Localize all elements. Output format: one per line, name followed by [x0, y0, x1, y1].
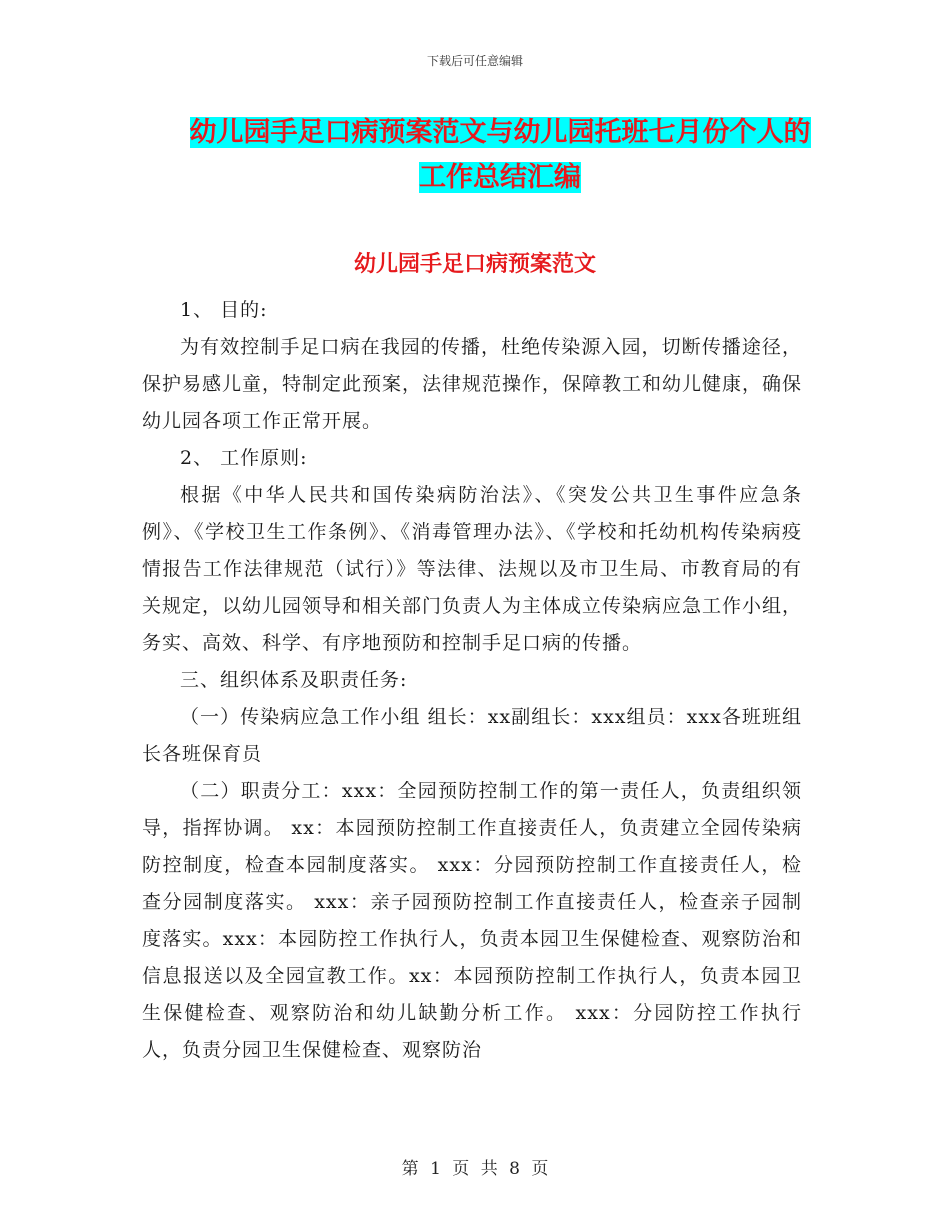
body-text	[142, 292, 802, 1069]
section-title: 幼儿园手足口病预案范文	[353, 252, 596, 277]
paragraph-organization-heading: 三、组织体系及职责任务:	[180, 669, 408, 691]
paragraph-purpose: 为有效控制手足口病在我园的传播，杜绝传染源入园，切断传播途径，保护易感儿童，特制定此预案，法律规范操作，保障教工和幼儿健康，确保幼儿园各项工作正常开展。	[142, 336, 803, 432]
document-title-line1: 幼儿园手足口病预案范文与幼儿园托班七月份个人的	[189, 117, 811, 148]
header-note: 下载后可任意编辑	[426, 54, 523, 68]
paragraph-duties: （二）职责分工：xxx：全园预防控制工作的第一责任人，负责组织领导，指挥协调。 xx：本园预防控制工作直接责任人，负责建立全园传染病防控制度，检查本园制度落实。 xxx：分园预防控制工作直接责任人，检查分园制度落实。 xxx：亲子园预防控制工作直接责任人，检查亲子园制度落实。xxx：本园防控工作执行人，负责本园卫生保健检查、观察防治和信息报送以及全园宣教工作。xx：本园预防控制工作执行人，负责本园卫生保健检查、观察防治和幼儿缺勤分析工作。 xxx：分园防控工作执行人，负责分园卫生保健检查、观察防治	[142, 780, 802, 1061]
paragraph-principle: 根据《中华人民共和国传染病防治法》、《突发公共卫生事件应急条例》、《学校卫生工作条例》、《消毒管理办法》、《学校和托幼机构传染病疫情报告工作法律规范（试行）》等法律、法规以及市卫生局、市教育局的有关规定，以幼儿园领导和相关部门负责人为主体成立传染病应急工作小组，务实、高效、科学、有序地预防和控制手足口病的传播。	[142, 484, 803, 654]
page-footer: 第 1 页 共 8 页	[401, 1159, 549, 1179]
paragraph-principle-heading: 2、 工作原则:	[180, 447, 308, 469]
paragraph-team: （一）传染病应急工作小组 组长：xx副组长：xxx组员：xxx各班班组长各班保育员	[142, 706, 802, 765]
document-title-line2: 工作总结汇编	[419, 162, 581, 193]
paragraph-purpose-heading: 1、 目的:	[180, 299, 268, 321]
document-title	[150, 110, 850, 200]
